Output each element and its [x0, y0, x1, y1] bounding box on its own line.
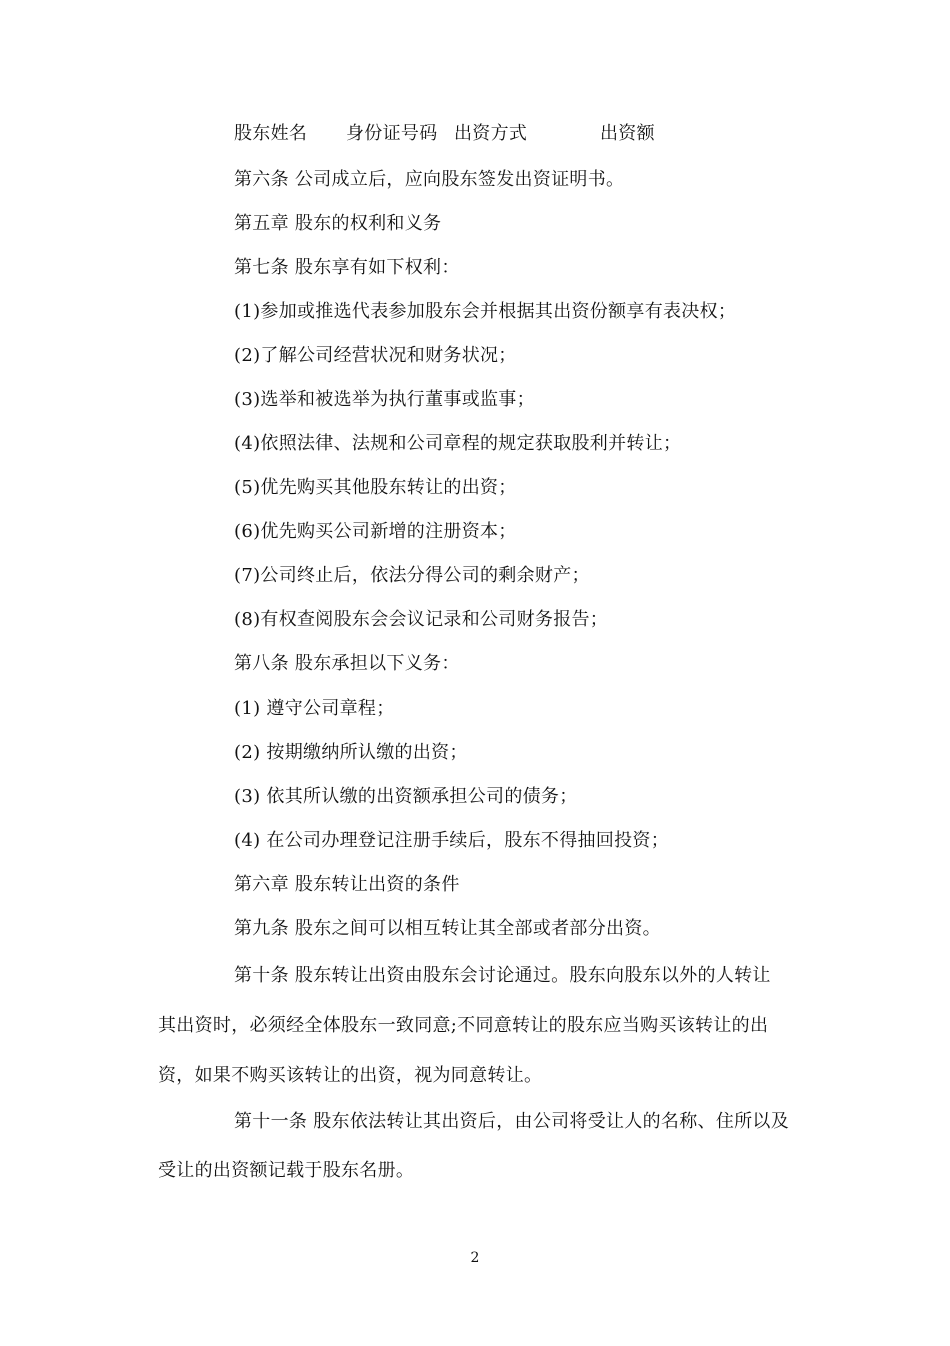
header-contribution-method: 出资方式 [454, 123, 528, 144]
article-10-line-3: 资，如果不购买该转让的出资，视为同意转让。 [158, 1065, 543, 1086]
shareholder-table-header [234, 122, 655, 146]
article-10-line-2: 其出资时，必须经全体股东一致同意;不同意转让的股东应当购买该转让的出 [158, 1015, 769, 1036]
right-item-4: (4)依照法律、法规和公司章程的规定获取股利并转让； [234, 433, 682, 454]
right-item-3: (3)选举和被选举为执行董事或监事； [234, 389, 535, 410]
article-11-line-2: 受让的出资额记载于股东名册。 [158, 1160, 415, 1181]
header-id-number: 身份证号码 [346, 123, 438, 144]
right-item-8: (8)有权查阅股东会会议记录和公司财务报告； [234, 609, 609, 630]
obligation-item-1: (1) 遵守公司章程； [234, 698, 395, 719]
article-6-text: 第六条 公司成立后，应向股东签发出资证明书。 [234, 169, 625, 190]
obligation-item-4: (4) 在公司办理登记注册手续后，股东不得抽回投资； [234, 830, 670, 851]
right-item-1: (1)参加或推选代表参加股东会并根据其出资份额享有表决权； [234, 301, 737, 322]
article-11-line-1: 第十一条 股东依法转让其出资后，由公司将受让人的名称、住所以及 [234, 1111, 790, 1132]
right-item-2: (2)了解公司经营状况和财务状况； [234, 345, 517, 366]
obligation-item-3: (3) 依其所认缴的出资额承担公司的债务； [234, 786, 578, 807]
chapter-6-heading: 第六章 股东转让出资的条件 [234, 874, 460, 895]
right-item-5: (5)优先购买其他股东转让的出资； [234, 477, 517, 498]
page-number: 2 [470, 1250, 480, 1266]
article-7-heading: 第七条 股东享有如下权利： [234, 257, 460, 278]
article-8-heading: 第八条 股东承担以下义务： [234, 653, 460, 674]
header-shareholder-name: 股东姓名 [234, 123, 308, 144]
article-10-line-1: 第十条 股东转让出资由股东会讨论通过。股东向股东以外的人转让 [234, 965, 771, 986]
right-item-7: (7)公司终止后，依法分得公司的剩余财产； [234, 565, 590, 586]
chapter-5-heading: 第五章 股东的权利和义务 [234, 213, 442, 234]
obligation-item-2: (2) 按期缴纳所认缴的出资； [234, 742, 468, 763]
article-9-text: 第九条 股东之间可以相互转让其全部或者部分出资。 [234, 918, 661, 939]
header-contribution-amount: 出资额 [600, 123, 655, 144]
right-item-6: (6)优先购买公司新增的注册资本； [234, 521, 517, 542]
